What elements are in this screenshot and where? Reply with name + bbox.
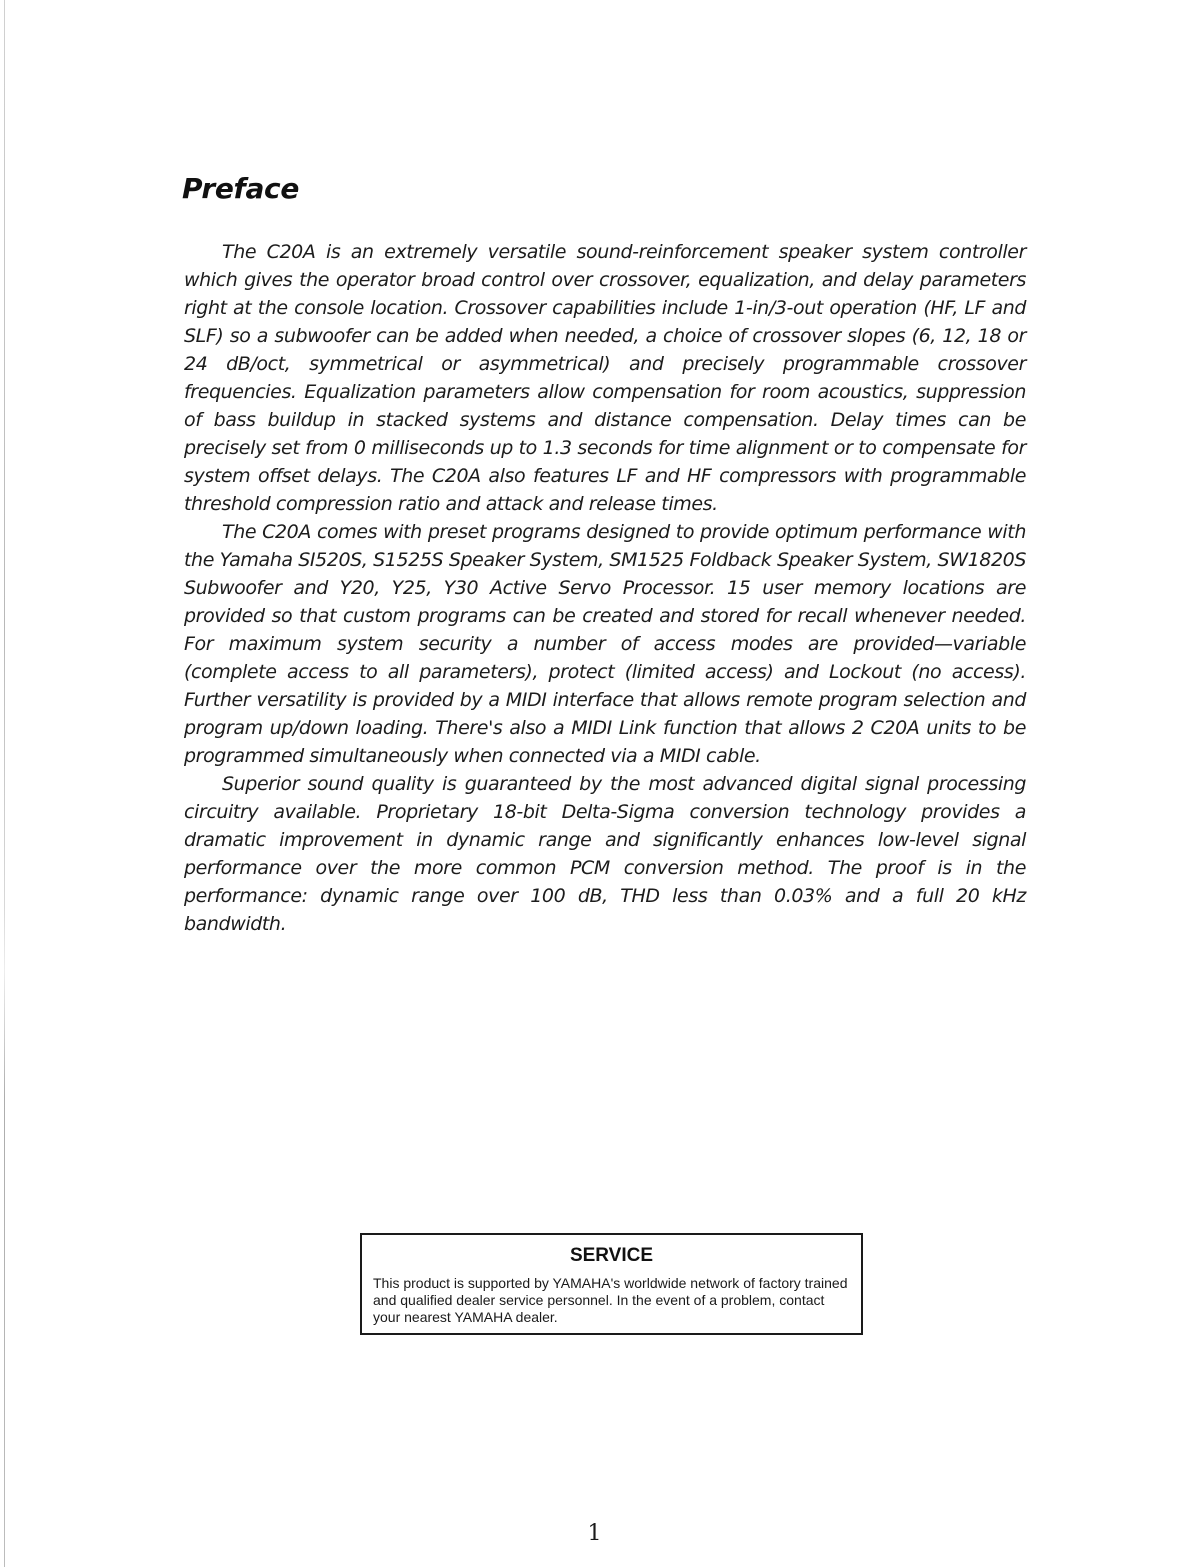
paragraph-presets: The C20A comes with preset programs designed to provide optimum performance with the Yamaha SI520S, S1525S Speaker System, SM1525 Foldback Speaker System, SW1820S Subwoofer and Y20, Y25, Y30 Active Servo Processor. 15 user memory locations are provided so that custom programs can be created and stored for recall whenever needed. For maximum system security a number of access modes are provided—variable (complete access to all parameters), protect (limited access) and Lockout (no access). Further versatility is provided by a MIDI interface that allows remote program selection and program up/down loading. There's also a MIDI Link function that allows 2 C20A units to be programmed simultaneously when connected via a MIDI cable. (184, 521, 1026, 767)
paragraph-overview: The C20A is an extremely versatile sound-reinforcement speaker system controller which gives the operator broad control over crossover, equalization, and delay parameters right at the console location. Crossover capabilities include 1-in/3-out operation (HF, LF and SLF) so a subwoofer can be added when needed, a choice of crossover slopes (6, 12, 18 or 24 dB/oct, symmetrical or asymmetrical) and precisely programmable crossover frequencies. Equalization parameters allow compensation for room acoustics, suppression of bass buildup in stacked systems and distance compensation. Delay times can be precisely set from 0 milliseconds up to 1.3 seconds for time alignment or to compensate for system offset delays. The C20A also features LF and HF compressors with programmable threshold compression ratio and attack and release times. (184, 241, 1026, 515)
page-title: Preface (182, 172, 300, 205)
service-title: SERVICE (569, 1245, 654, 1266)
preface-body (184, 238, 1026, 938)
paragraph-sound-quality: Superior sound quality is guaranteed by the most advanced digital signal processing circuitry available. Proprietary 18-bit Delta-Sigma conversion technology provides a dramatic improvement in dynamic range and significantly enhances low-level signal performance over the more common PCM conversion method. The proof is in the performance: dynamic range over 100 dB, THD less than 0.03% and a full 20 kHz bandwidth. (184, 773, 1026, 935)
scan-edge-line (4, 0, 5, 1567)
service-notice-box (360, 1233, 863, 1335)
page-number: 1 (587, 1521, 602, 1546)
service-text: This product is supported by YAMAHA's worldwide network of factory trained and qualified dealer service personnel. In the event of a problem, contact your nearest YAMAHA dealer. (373, 1275, 848, 1325)
